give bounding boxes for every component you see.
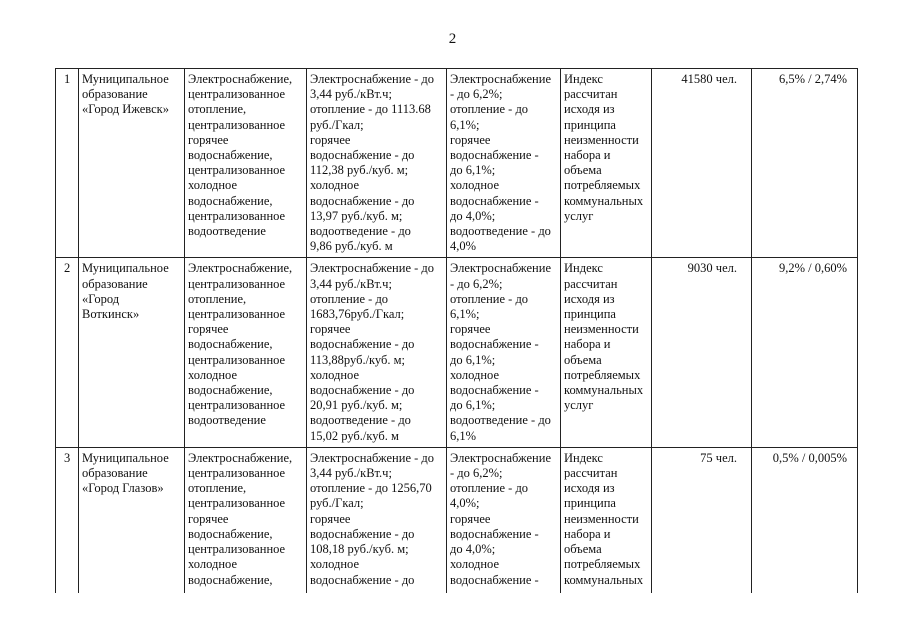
method-cell: Индекс рассчитан исходя из принципа неизменности набора и объема потребляемых коммунальных услуг [561, 69, 652, 258]
municipality-cell: Муниципальное образование «Город Ижевск» [79, 69, 185, 258]
share-cell: 9,2% / 0,60% [752, 258, 858, 447]
method-cell: Индекс рассчитан исходя из принципа неизменности набора и объема потребляемых коммунальных услуг [561, 258, 652, 447]
table-row [56, 69, 858, 258]
row-index: 2 [56, 258, 79, 447]
services-cell: Электроснабжение, централизованное отопление, централизованное горячее водоснабжение, централизованное холодное водоснабжение, централизованное водоотведение [185, 69, 307, 258]
population-cell: 41580 чел. [652, 69, 752, 258]
municipality-cell: Муниципальное образование «Город Воткинск» [79, 258, 185, 447]
tariffs-cell: Электроснабжение - до 3,44 руб./кВт.ч; отопление - до 1683,76руб./Гкал; горячее водоснабжение - до 113,88руб./куб. м; холодное водоснабжение - до 20,91 руб./куб. м; водоотведение - до 15,02 руб./куб. м [307, 258, 447, 447]
page-number: 2 [448, 31, 457, 47]
table-row [56, 258, 858, 447]
services-cell: Электроснабжение, централизованное отопление, централизованное горячее водоснабжение, централизованное холодное водоснабжение, [185, 447, 307, 593]
table-row [56, 447, 858, 593]
share-cell: 0,5% / 0,005% [752, 447, 858, 593]
growth-cell: Электроснабжение - до 6,2%; отопление - до 6,1%; горячее водоснабжение - до 6,1%; холодное водоснабжение - до 6,1%; водоотведение - до 6,1% [447, 258, 561, 447]
row-index: 1 [56, 69, 79, 258]
row-index: 3 [56, 447, 79, 593]
tariffs-cell: Электроснабжение - до 3,44 руб./кВт.ч; отопление - до 1256,70 руб./Гкал; горячее водоснабжение - до 108,18 руб./куб. м; холодное водоснабжение - до [307, 447, 447, 593]
services-cell: Электроснабжение, централизованное отопление, централизованное горячее водоснабжение, централизованное холодное водоснабжение, централизованное водоотведение [185, 258, 307, 447]
method-cell: Индекс рассчитан исходя из принципа неизменности набора и объема потребляемых коммунальных [561, 447, 652, 593]
tariff-table [55, 68, 858, 593]
growth-cell: Электроснабжение - до 6,2%; отопление - до 4,0%; горячее водоснабжение - до 4,0%; холодное водоснабжение - [447, 447, 561, 593]
population-cell: 9030 чел. [652, 258, 752, 447]
tariffs-cell: Электроснабжение - до 3,44 руб./кВт.ч; отопление - до 1113.68 руб./Гкал; горячее водоснабжение - до 112,38 руб./куб. м; холодное водоснабжение - до 13,97 руб./куб. м; водоотведение - до 9,86 руб./куб. м [307, 69, 447, 258]
growth-cell: Электроснабжение - до 6,2%; отопление - до 6,1%; горячее водоснабжение - до 6,1%; холодное водоснабжение - до 4,0%; водоотведение - до 4,0% [447, 69, 561, 258]
share-cell: 6,5% / 2,74% [752, 69, 858, 258]
population-cell: 75 чел. [652, 447, 752, 593]
municipality-cell: Муниципальное образование «Город Глазов» [79, 447, 185, 593]
